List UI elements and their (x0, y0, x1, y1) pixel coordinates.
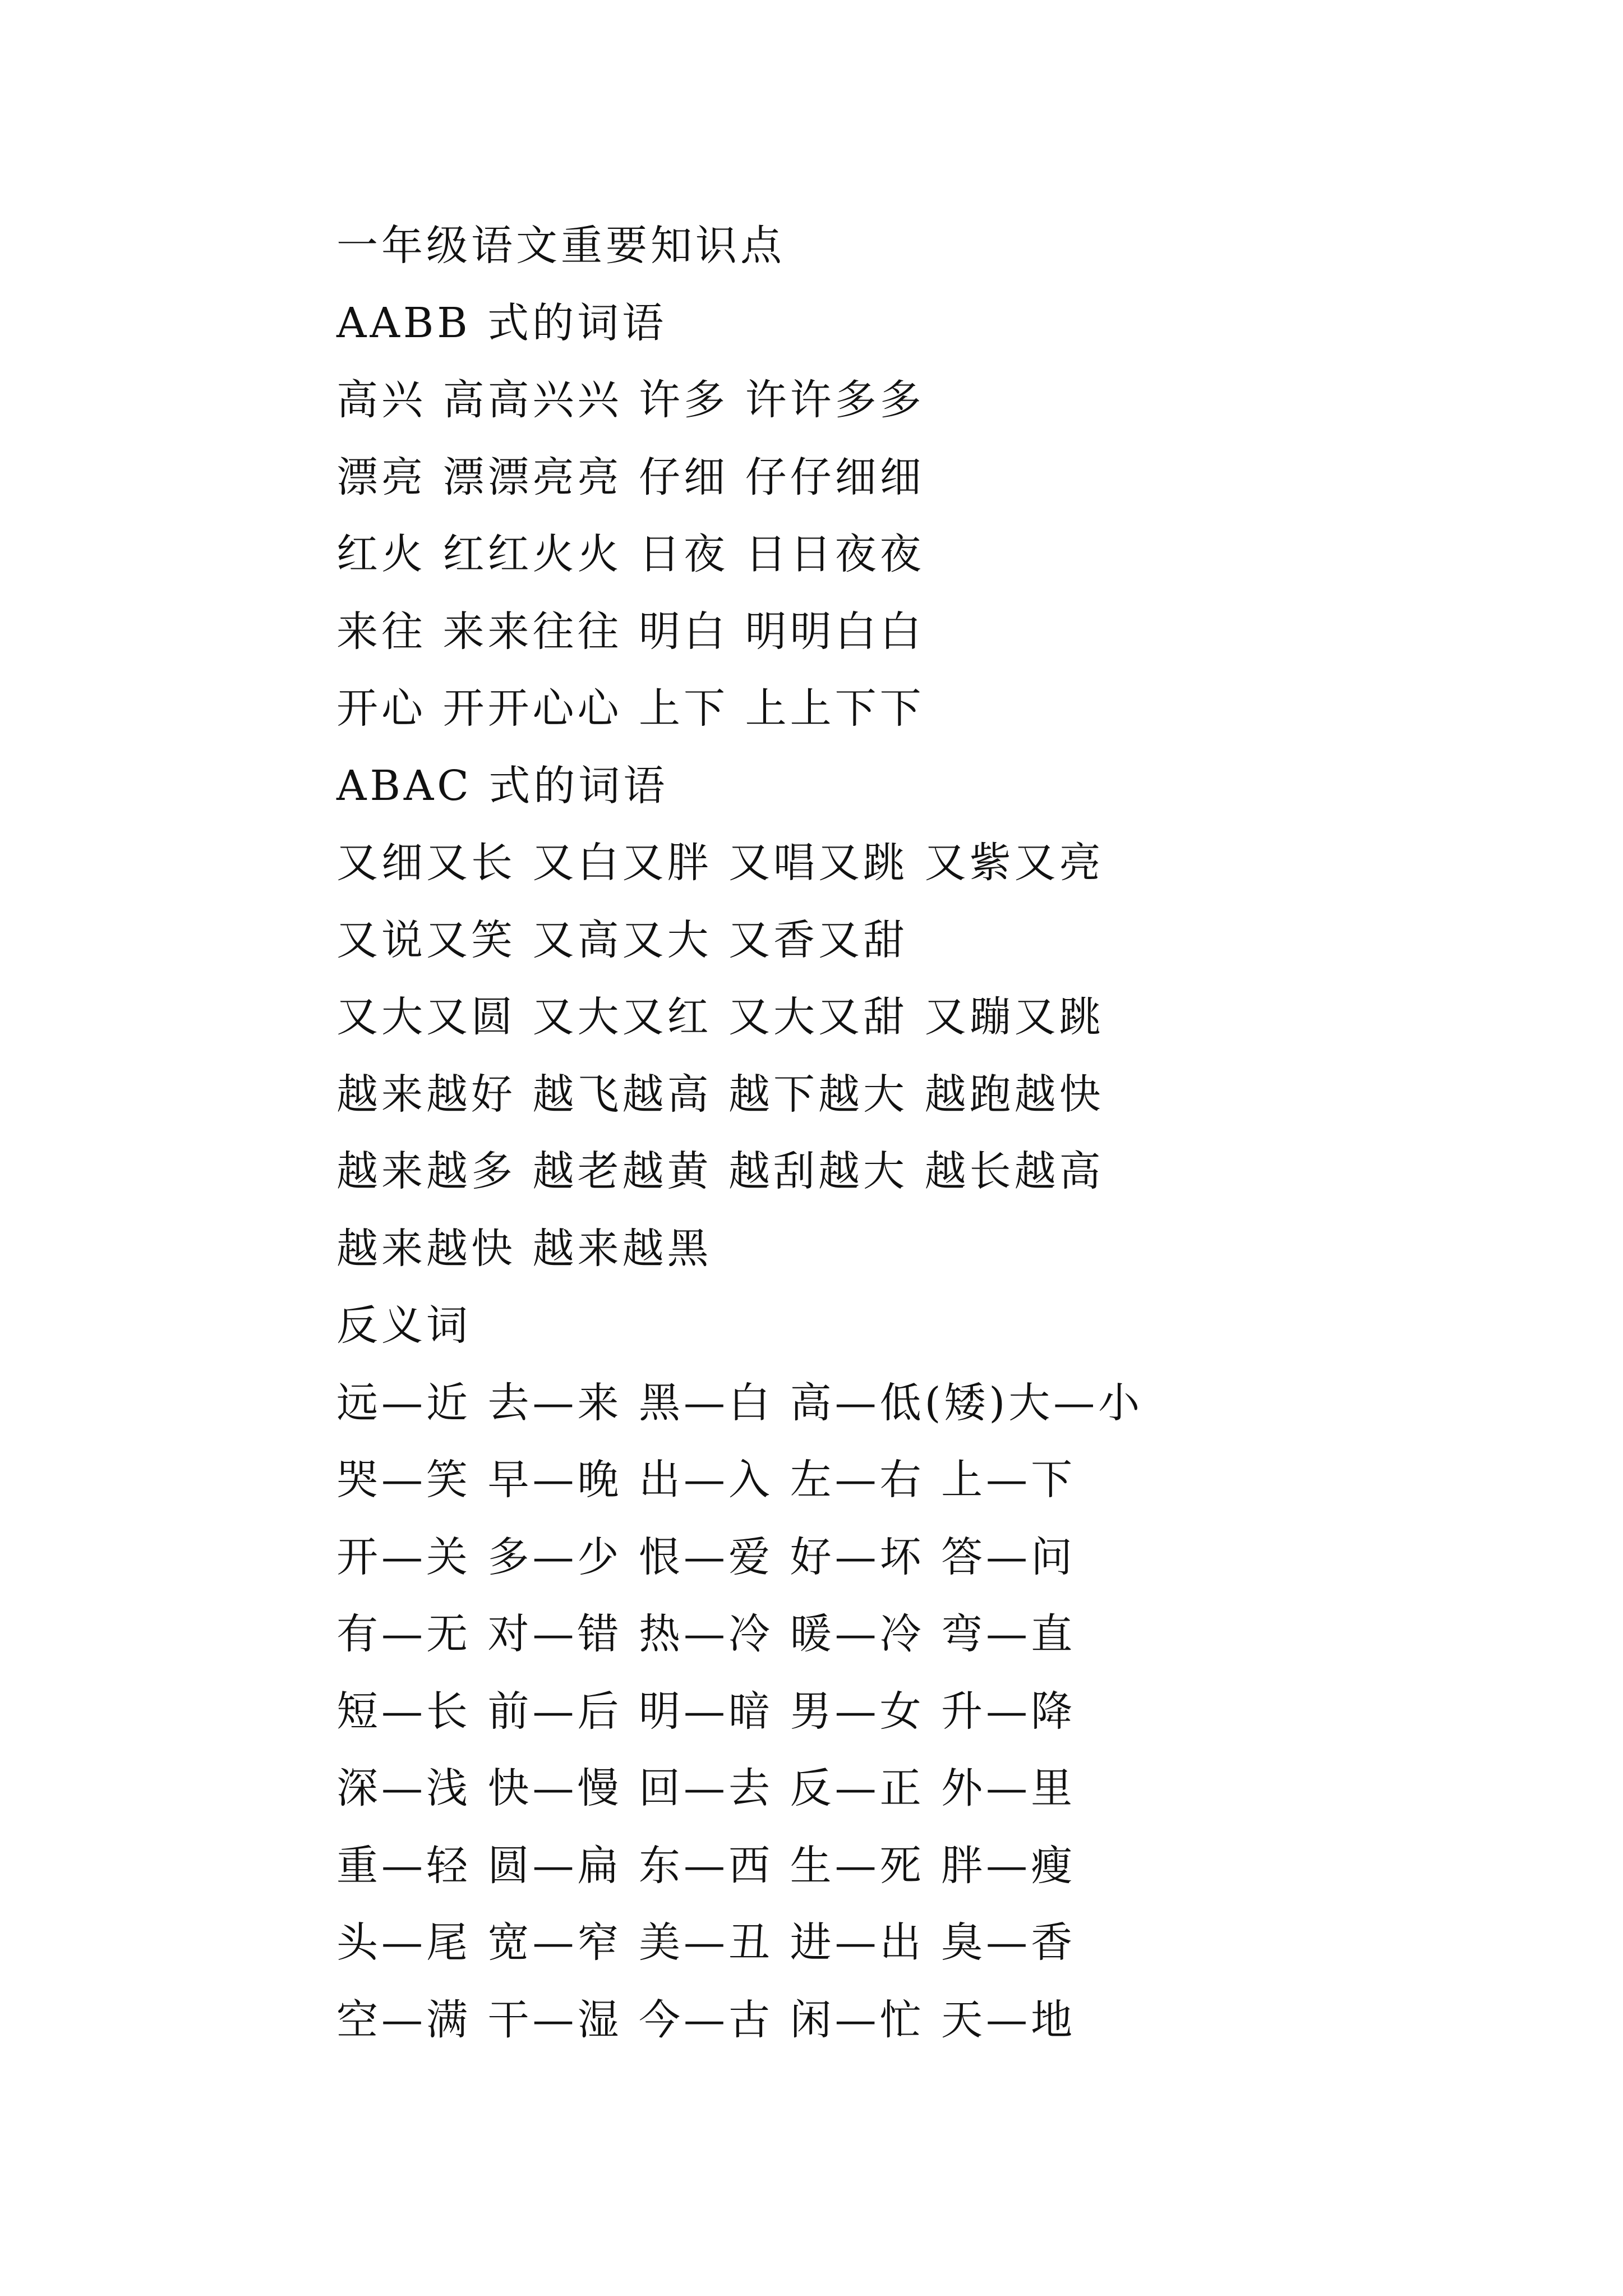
text-line: 深—浅 快—慢 回—去 反—正 外—里 (336, 1764, 1076, 1812)
text-line: 越来越快 越来越黑 (336, 1224, 712, 1273)
text-line: 远—近 去—来 黑—白 高—低(矮)大—小 (336, 1378, 1144, 1427)
text-line: 又大又圆 又大又红 又大又甜 又蹦又跳 (336, 993, 1104, 1041)
text-line: 又说又笑 又高又大 又香又甜 (336, 915, 909, 964)
text-line: 漂亮 漂漂亮亮 仔细 仔仔细细 (336, 453, 925, 501)
text-line: 重—轻 圆—扁 东—西 生—死 胖—瘦 (336, 1841, 1076, 1890)
text-line: 高兴 高高兴兴 许多 许许多多 (336, 376, 925, 424)
text-line: 空—满 干—湿 今—古 闲—忙 天—地 (336, 1995, 1076, 2044)
text-line: 来往 来来往往 明白 明明白白 (336, 607, 925, 656)
text-line: 有—无 对—错 热—冷 暖—冷 弯—直 (336, 1610, 1076, 1658)
text-line: 短—长 前—后 明—暗 男—女 升—降 (336, 1687, 1076, 1736)
text-line: 开—关 多—少 恨—爱 好—坏 答—问 (336, 1533, 1076, 1581)
document-title: 一年级语文重要知识点 (336, 222, 785, 270)
text-line: 哭—笑 早—晚 出—入 左—右 上—下 (336, 1456, 1076, 1504)
text-line: 越来越好 越飞越高 越下越大 越跑越快 (336, 1070, 1104, 1119)
section-heading-aabb: AABB 式的词语 (336, 298, 667, 347)
text-line: 开心 开开心心 上下 上上下下 (336, 684, 925, 733)
text-line: 头—尾 宽—窄 美—丑 进—出 臭—香 (336, 1918, 1076, 1967)
text-line: 又细又长 又白又胖 又唱又跳 又紫又亮 (336, 839, 1104, 887)
text-line: 越来越多 越老越黄 越刮越大 越长越高 (336, 1147, 1104, 1195)
document-body (336, 208, 1458, 2059)
text-line: 红火 红红火火 日夜 日日夜夜 (336, 530, 925, 578)
section-heading-antonyms: 反义词 (336, 1301, 471, 1350)
section-heading-abac: ABAC 式的词语 (336, 761, 668, 810)
